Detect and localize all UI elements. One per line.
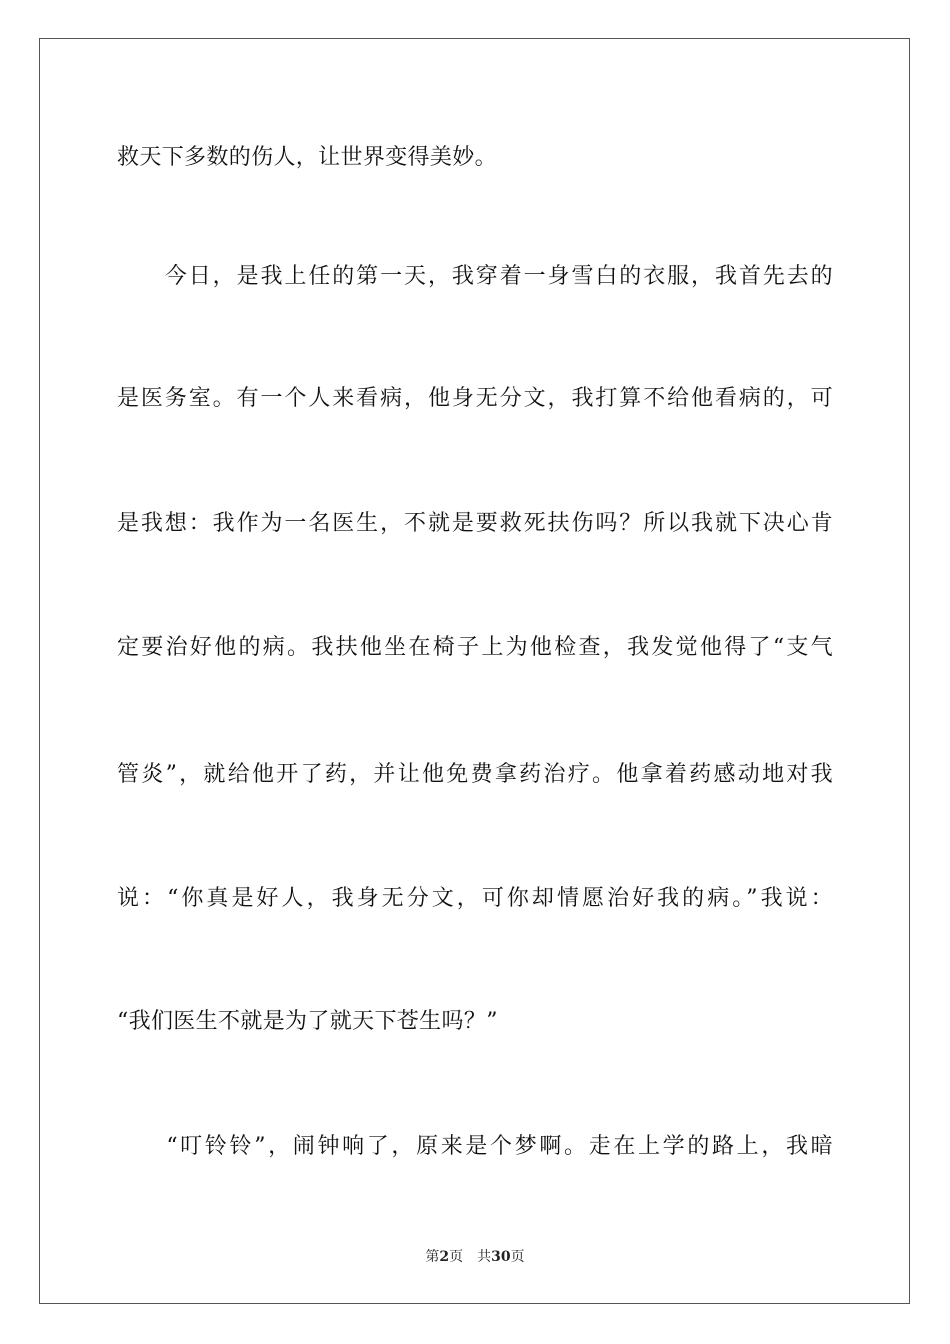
text-line: 今日，是我上任的第一天，我穿着一身雪白的衣服，我首先去的	[117, 264, 833, 289]
page-suffix: 页	[449, 1249, 464, 1265]
total-prefix: 共	[477, 1249, 492, 1265]
page-prefix: 第	[425, 1249, 440, 1265]
text-line: 是我想：我作为一名医生，不就是要救死扶伤吗？所以我就下决心肯	[117, 511, 833, 536]
text-line: 救天下多数的伤人，让世界变得美妙。	[117, 145, 497, 170]
page-frame	[39, 38, 910, 1304]
text-line: 管炎”，就给他开了药，并让他免费拿药治疗。他拿着药感动地对我	[117, 762, 833, 787]
total-suffix: 页	[510, 1249, 525, 1265]
text-line: “我们医生不就是为了就天下苍生吗？”	[117, 1009, 498, 1034]
text-line: 说：“你真是好人，我身无分文，可你却情愿治好我的病。”我说：	[117, 886, 833, 911]
text-line: 定要治好他的病。我扶他坐在椅子上为他检查，我发觉他得了“支气	[117, 635, 833, 660]
text-line: 是医务室。有一个人来看病，他身无分文，我打算不给他看病的，可	[117, 386, 833, 411]
text-line: “叮铃铃”，闹钟响了，原来是个梦啊。走在上学的路上，我暗	[117, 1134, 833, 1159]
total-page-count: 30	[491, 1249, 511, 1265]
current-page-number: 2	[439, 1249, 450, 1265]
page-number-footer	[0, 1247, 950, 1267]
